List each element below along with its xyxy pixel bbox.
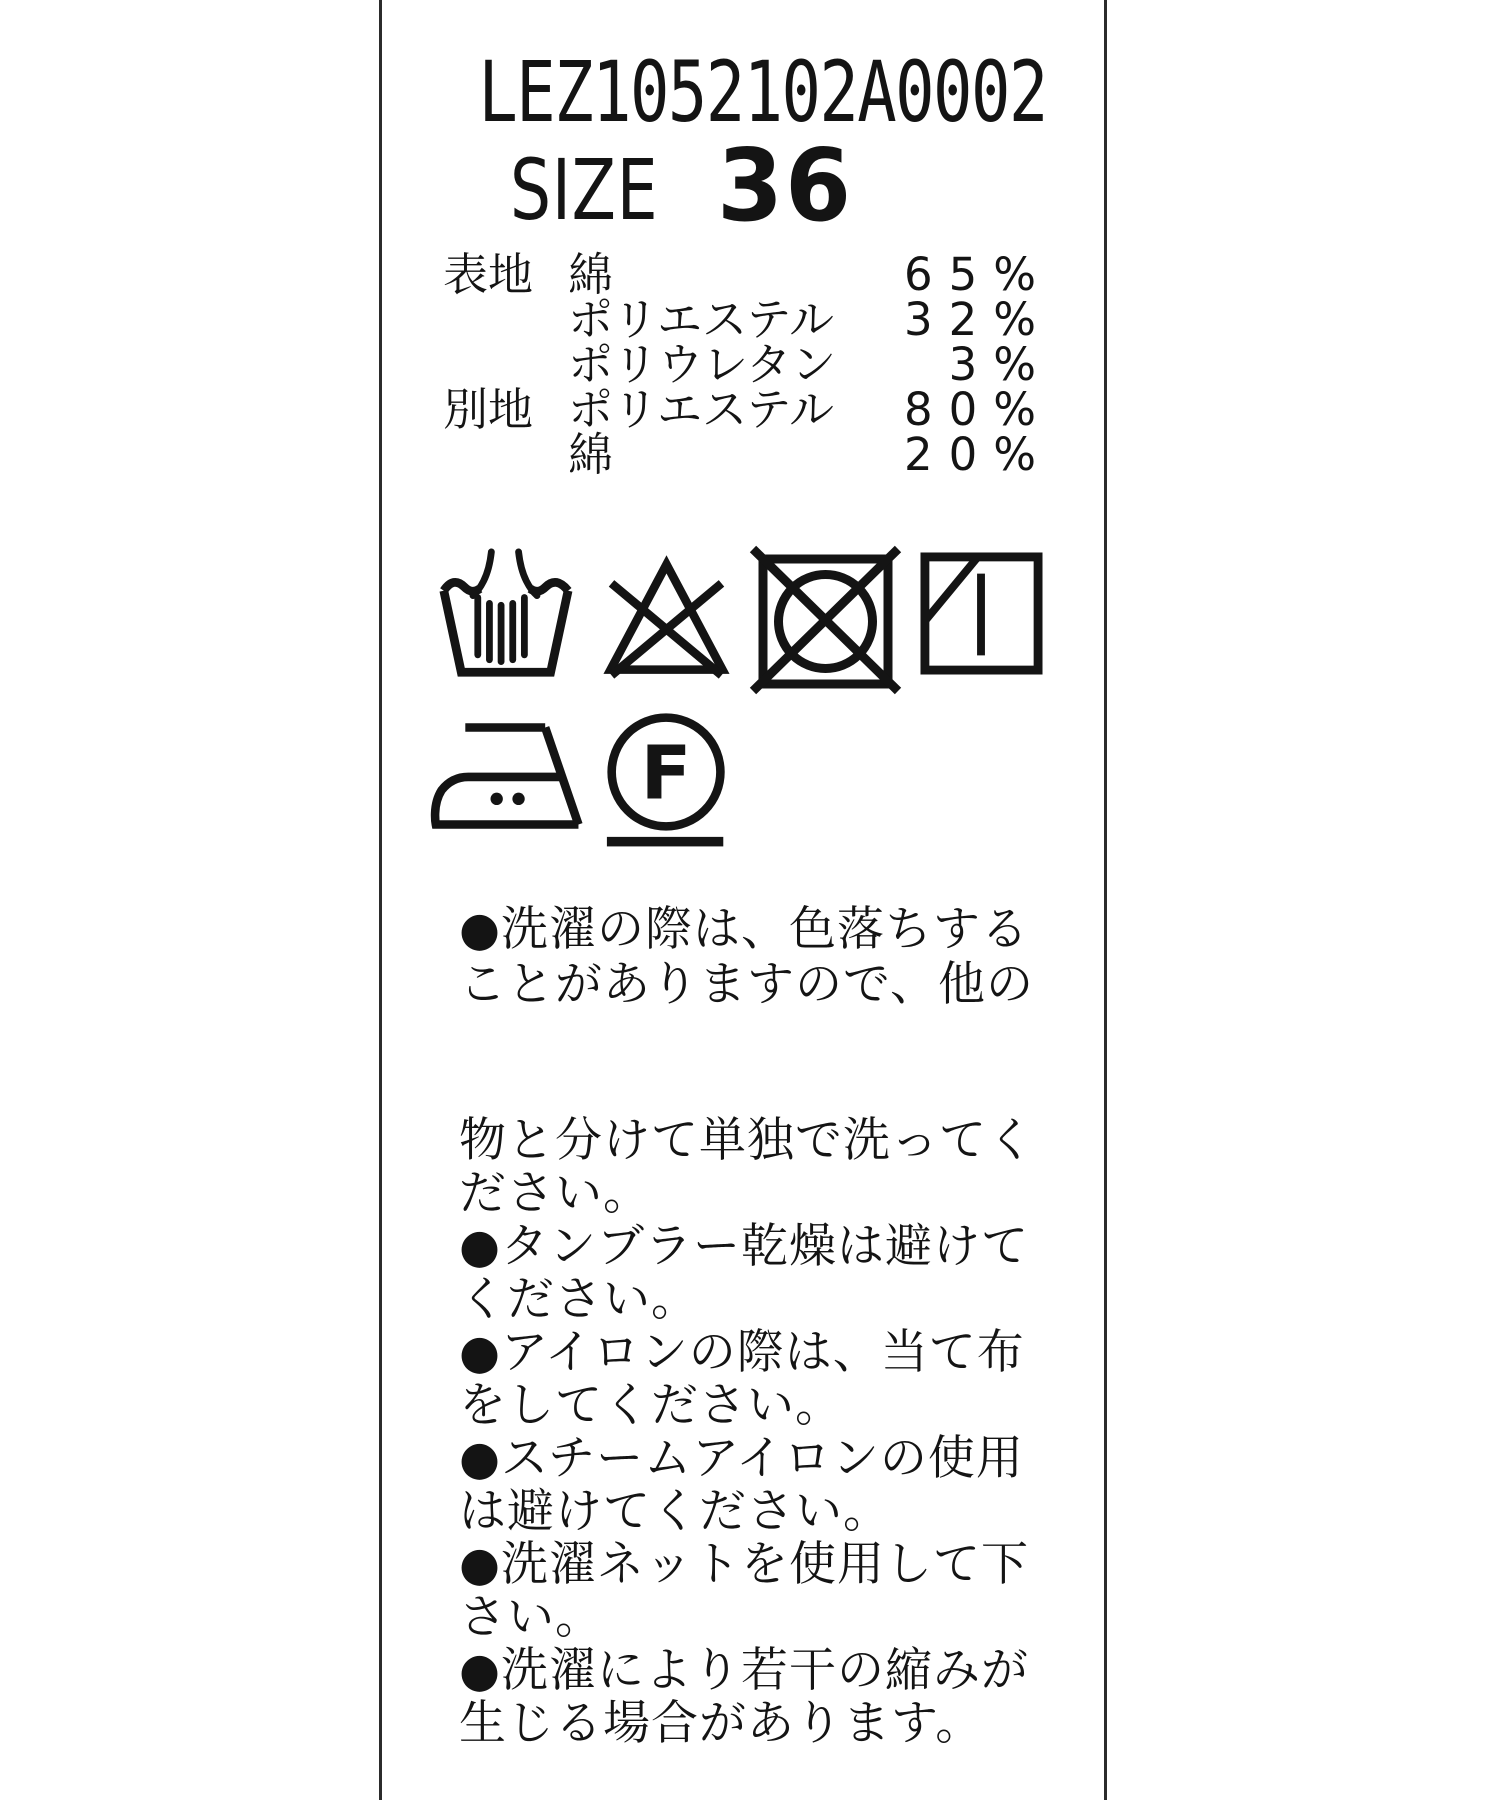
composition-row <box>382 293 1104 346</box>
composition-table <box>382 248 1104 481</box>
material-name: 綿 <box>568 428 614 481</box>
material-percent: 32% <box>903 293 1052 346</box>
care-note-line: ださい。 <box>459 1166 651 1221</box>
care-note-line: ●洗濯の際は、色落ちする <box>459 902 1030 957</box>
material-percent: 20% <box>903 428 1052 481</box>
care-note-line: ●洗濯により若干の縮みが <box>459 1643 1030 1698</box>
material-percent: 65% <box>903 248 1052 301</box>
care-note-line: ●タンブラー乾燥は避けて <box>459 1219 1030 1274</box>
iron-medium-heat-icon <box>430 718 590 834</box>
fabric-section-label: 表地 <box>443 248 534 301</box>
material-name: 綿 <box>568 248 614 301</box>
product-code: LEZ1052102A0002 <box>478 43 1047 141</box>
composition-row <box>382 428 1104 481</box>
material-name: ポリウレタン <box>568 338 837 391</box>
fabric-section-label: 別地 <box>443 383 534 436</box>
care-label <box>379 0 1107 1800</box>
size-value: 36 <box>717 127 854 244</box>
care-note-line: ください。 <box>459 1272 699 1327</box>
size-label: SIZE <box>510 141 659 239</box>
do-not-tumble-dry-icon <box>749 545 902 695</box>
care-note-line: をしてください。 <box>459 1378 843 1433</box>
care-notes-block-1 <box>459 902 1084 1012</box>
line-dry-in-shade-icon <box>920 552 1043 675</box>
material-percent: 80% <box>903 383 1052 436</box>
material-percent: 3% <box>948 338 1052 391</box>
care-note-line: 物と分けて単独で洗ってく <box>459 1113 1035 1168</box>
care-notes-block-2 <box>459 1114 1084 1750</box>
material-name: ポリエステル <box>568 293 834 346</box>
composition-row <box>382 248 1104 301</box>
care-note-line: は避けてください。 <box>459 1484 891 1539</box>
hand-wash-icon <box>431 548 577 682</box>
care-note-line: さい。 <box>459 1590 603 1645</box>
care-note-line: ●アイロンの際は、当て布 <box>459 1325 1025 1380</box>
dry-clean-petroleum-gentle-icon <box>600 710 734 855</box>
care-note-line: ●洗濯ネットを使用して下 <box>459 1537 1030 1592</box>
composition-row <box>382 338 1104 391</box>
composition-row <box>382 383 1104 436</box>
care-note-line: 生じる場合があります。 <box>459 1696 984 1751</box>
dry-clean-letter: F <box>640 729 692 817</box>
do-not-bleach-icon <box>600 553 733 681</box>
care-note-line: ことがありますので、他の <box>459 957 1035 1012</box>
care-note-line: ●スチームアイロンの使用 <box>459 1431 1024 1486</box>
material-name: ポリエステル <box>568 383 834 436</box>
